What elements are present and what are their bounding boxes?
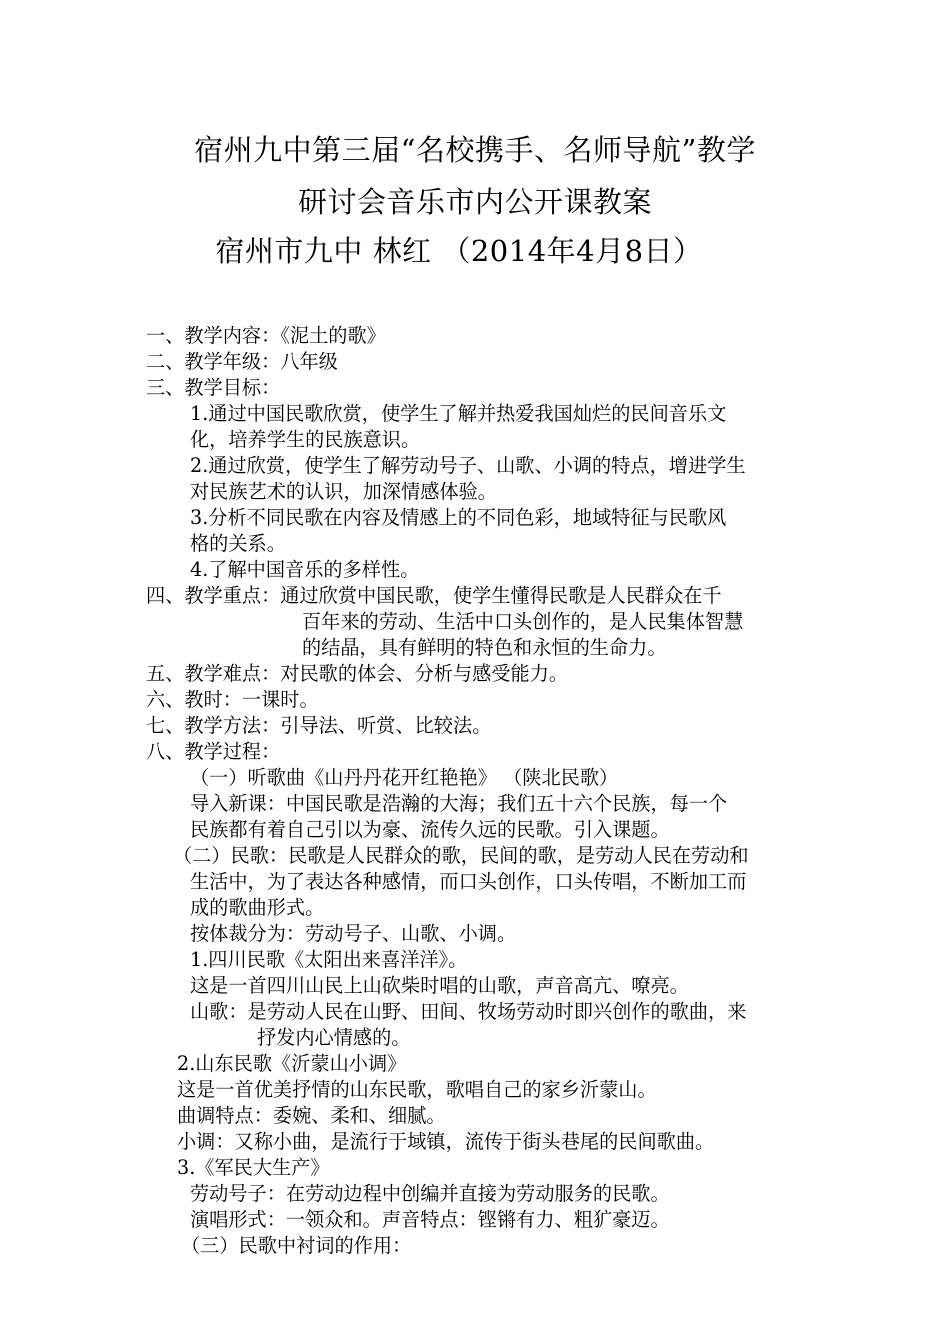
- folk-song-def-line2: 生活中，为了表达各种感情，而口头创作，口头传唱，不断加工而: [190, 870, 747, 893]
- song-3-title: 3.《军民大生产》: [177, 1156, 330, 1179]
- key-points-line3: 的结晶，具有鲜明的特色和永恒的生命力。: [302, 636, 667, 659]
- objective-3-line2: 格的关系。: [190, 532, 286, 555]
- performance-form: 演唱形式：一领众和。声音特点：铿锵有力、粗犷豪迈。: [190, 1208, 670, 1231]
- section-key-points: 四、教学重点：通过欣赏中国民歌，使学生懂得民歌是人民群众在千: [146, 584, 722, 607]
- document-author-date: 宿州市九中 林红 （2014年4月8日）: [215, 234, 703, 268]
- section-grade: 二、教学年级：八年级: [146, 350, 338, 373]
- song-2-desc: 这是一首优美抒情的山东民歌，歌唱自己的家乡沂蒙山。: [177, 1078, 657, 1101]
- intro-line1: 导入新课：中国民歌是浩瀚的大海；我们五十六个民族，每一个: [190, 792, 728, 815]
- mountain-song-def-line2: 抒发内心情感的。: [257, 1026, 411, 1049]
- objective-2-line1: 2.通过欣赏，使学生了解劳动号子、山歌、小调的特点，增进学生: [190, 454, 746, 477]
- document-title-line1: 宿州九中第三届“名校携手、名师导航”教学: [194, 133, 756, 167]
- minor-tune-def: 小调：又称小曲，是流行于域镇，流传于街头巷尾的民间歌曲。: [177, 1130, 715, 1153]
- objective-2-line2: 对民族艺术的认识，加深情感体验。: [190, 480, 497, 503]
- intro-line2: 民族都有着自己引以为豪、流传久远的民歌。引入课题。: [190, 818, 670, 841]
- objective-4: 4.了解中国音乐的多样性。: [190, 558, 420, 581]
- process-step-3: （三）民歌中衬词的作用：: [181, 1234, 412, 1257]
- section-content: 一、教学内容：《泥土的歌》: [146, 324, 386, 347]
- document-title-line2: 研讨会音乐市内公开课教案: [297, 185, 652, 219]
- work-chant-def: 劳动号子：在劳动边程中创编并直接为劳动服务的民歌。: [190, 1182, 670, 1205]
- song-2-title: 2.山东民歌《沂蒙山小调》: [177, 1052, 407, 1075]
- process-step-2: （二）民歌：民歌是人民群众的歌，民间的歌，是劳动人民在劳动和: [173, 844, 749, 867]
- section-difficulty: 五、教学难点：对民歌的体会、分析与感受能力。: [146, 662, 569, 685]
- objective-1-line1: 1.通过中国民歌欣赏，使学生了解并热爱我国灿烂的民间音乐文: [190, 402, 727, 425]
- folk-song-def-line3: 成的歌曲形式。: [190, 896, 325, 919]
- section-methods: 七、教学方法：引导法、听赏、比较法。: [146, 714, 492, 737]
- genre-classification: 按体裁分为：劳动号子、山歌、小调。: [190, 922, 517, 945]
- section-periods: 六、教时：一课时。: [146, 688, 319, 711]
- mountain-song-def-line1: 山歌：是劳动人民在山野、田间、牧场劳动时即兴创作的歌曲，来: [190, 1000, 747, 1023]
- section-process: 八、教学过程：: [146, 740, 281, 763]
- song-1-desc: 这是一首四川山民上山砍柴时唱的山歌，声音高亢、嘹亮。: [190, 974, 689, 997]
- process-step-1: （一）听歌曲《山丹丹花开红艳艳》 （陕北民歌）: [190, 766, 619, 789]
- key-points-line2: 百年来的劳动、生活中口头创作的，是人民集体智慧: [302, 610, 744, 633]
- section-objectives: 三、教学目标：: [146, 376, 281, 399]
- song-2-features: 曲调特点：委婉、柔和、细腻。: [177, 1104, 446, 1127]
- objective-3-line1: 3.分析不同民歌在内容及情感上的不同色彩，地域特征与民歌风: [190, 506, 727, 529]
- song-1-title: 1.四川民歌《太阳出来喜洋洋》。: [190, 948, 468, 971]
- objective-1-line2: 化，培养学生的民族意识。: [190, 428, 421, 451]
